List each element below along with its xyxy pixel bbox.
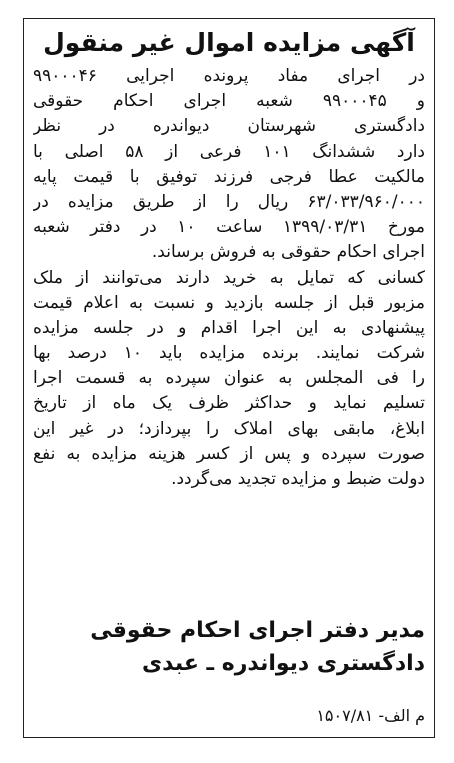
signature-title: مدیر دفتر اجرای احکام حقوقی [90,618,425,643]
body-line: ابلاغ، مابقی بهای املاک را بپردازد؛ در غیر این [33,418,425,439]
notice-body [33,64,425,492]
body-line: مالکیت عطا فرجی فرزند توفیق با قیمت پایه [33,166,425,187]
body-line: اجرای احکام حقوقی به فروش برساند. [151,242,425,263]
body-line: دولت ضبط و مزایده تجدید می‌گردد. [171,469,425,489]
body-line: دارد ششدانگ ۱۰۱ فرعی از ۵۸ اصلی با [33,141,425,162]
body-line: در اجرای مفاد پرونده اجرایی ۹۹۰۰۰۴۶ [33,66,425,86]
notice-frame [23,18,435,738]
signature-block [90,614,425,680]
body-line: و ۹۹۰۰۰۴۵ شعبه اجرای احکام حقوقی [33,91,425,112]
body-line: مزبور قبل از جلسه بازدید و نسبت به اعلام قیمت [33,292,425,313]
body-line: ۶۳/۰۳۳/۹۶۰/۰۰۰ ریال را از طریق مزایده در [33,191,425,212]
signature-name: دادگستری دیواندره ـ عبدی [141,651,425,676]
reference-number: م الف- ۱۵۰۷/۸۱ [316,706,425,725]
body-line: را فی المجلس به عنوان سپرده به قسمت اجرا [33,368,425,389]
body-line: تسلیم نماید و حداکثر ظرف یک ماه از تاریخ [33,393,425,414]
body-line: کسانی که تمایل به خرید دارند می‌توانند از ملک [33,267,425,288]
body-line: صورت سپرده و پس از کسر هزینه مزایده به نفع [33,443,425,464]
body-line: شرکت نمایند. برنده مزایده باید ۱۰ درصد بها [33,343,425,364]
body-line: پیشنهادی به این اجرا اقدام و در جلسه مزایده [33,317,425,338]
notice-title: آگهی مزایده اموال غیر منقول [43,28,415,57]
body-line: دادگستری شهرستان دیواندره در نظر [33,116,425,137]
body-line: مورخ ۱۳۹۹/۰۳/۳۱ ساعت ۱۰ در دفتر شعبه [33,217,425,238]
